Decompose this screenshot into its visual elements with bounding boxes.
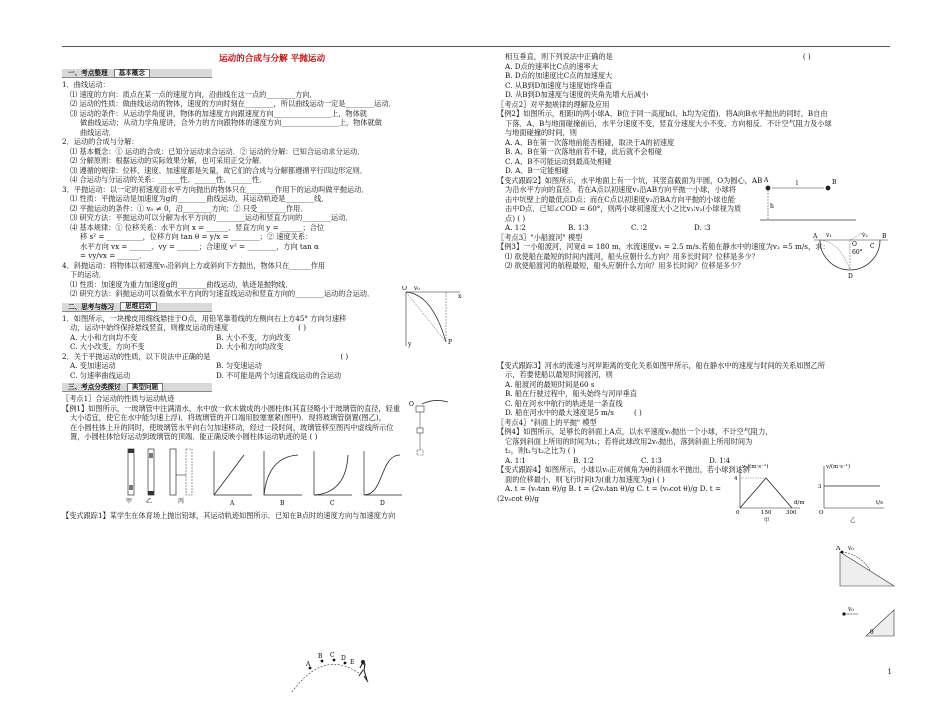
svg-text:θ: θ — [870, 629, 874, 636]
svg-text:C: C — [330, 652, 335, 659]
text-line: ⑴ 性质：平抛运动是加速度为g的________曲线运动，其运动轨迹是________线． — [70, 194, 329, 204]
svg-text:v₁/(m·s⁻¹): v₁/(m·s⁻¹) — [742, 464, 769, 470]
text-line: 做曲线运动；从动力学角度讲，合外力的方向跟物体的速度方向________________上，物体就做 — [80, 118, 382, 128]
option-a[interactable]: A. 船渡河的最短时间是60 s — [505, 379, 595, 389]
text-line: 4．斜抛运动：将物体以初速度v₀沿斜向上方或斜向下方抛出，物体只在______作用 — [62, 260, 326, 270]
question-1-stem: 1．如图所示，一块橡皮用细线悬挂于O点，用铅笔靠着线的左侧向右上方45° 方向匀速移 — [62, 313, 347, 323]
example-4: 它落到斜面上所用的时间为t₁；若将此球改用2v₀抛出，落到斜面上所用时间为 — [505, 436, 753, 446]
text-line: 1．曲线运动： — [62, 80, 110, 90]
svg-text:d/m: d/m — [794, 500, 805, 506]
tube-bing — [170, 449, 192, 505]
option-c[interactable]: C. 船在河水中航行的轨迹是一条直线 — [505, 398, 623, 408]
text-line: ⑴ 速度的方向：质点在某一点的速度方向，沿曲线在这一点的________方向． — [70, 89, 317, 99]
semicircle-pit-figure — [812, 232, 892, 298]
variant-4: 面的位移最小，则飞行时间t为(重力加速度为g) ( ) — [505, 474, 665, 484]
text-line: = vy/vx = ______． — [80, 251, 147, 261]
svg-text:C: C — [330, 499, 335, 507]
example-3: ⑵ 欲使船渡河的航程最短，船头应朝什么方向？用多长时间？位移是多少？ — [505, 261, 745, 270]
option-c[interactable]: C. ∶2 — [631, 223, 648, 232]
option-graph-a — [214, 451, 252, 507]
topic-4: 〖考点4〗"斜面上的平抛" 模型 — [497, 417, 597, 427]
option-a[interactable]: A. 大小和方向均不变 — [70, 332, 138, 342]
svg-text:B: B — [832, 179, 837, 186]
option-d[interactable]: D. 从B到D加速度与速度的夹角先增大后减小 — [505, 90, 649, 99]
question-1-options — [62, 333, 362, 343]
svg-text:A: A — [230, 499, 235, 507]
example-1: 置，小圆柱体恰好运动到玻璃管的顶端．能正确反映小圆柱体运动轨迹的是 ( ) — [70, 432, 318, 442]
svg-text:D: D — [848, 273, 853, 280]
header-rule — [62, 46, 890, 47]
text-line: ⑵ 平抛运动的条件：① v₀ ≠ 0，沿________方向；② 只受________作用． — [70, 203, 308, 213]
section-tag: 思维启动 — [120, 302, 156, 311]
option-graph-b — [264, 451, 302, 507]
variant-3: 【变式跟踪3】河水的流速与河岸距离的变化关系如图甲所示，船在静水中的速度与时间的关系如图乙所 — [497, 360, 826, 370]
text-line: 水平方向 vx = ______、vy = ______；合速度 v² = ________，方向 tan α — [80, 241, 319, 251]
two-balls-figure — [760, 172, 860, 228]
variant-1-cont: 相互垂直，则下列说法中正确的是 ( ) — [505, 52, 811, 61]
svg-text:E: E — [350, 659, 355, 666]
left-column — [62, 52, 482, 692]
variant-4: 【变式跟踪4】如图所示，小球以v₀正对倾角为θ的斜面水平抛出，若小球到达斜 — [497, 465, 751, 474]
example-4: t₂，则t₁与t₂之比为 ( ) — [505, 446, 576, 455]
variant-2: 为沿水平方向的直径．若在A点以初速度v₁沿AB方向平抛一小球，小球将 — [505, 185, 737, 194]
question-1-stem: 动，运动中始终保持悬线竖直，则橡皮运动的速度 ( ) — [70, 323, 307, 333]
svg-text:v₂: v₂ — [862, 232, 868, 239]
option-d[interactable]: D. 船在河水中的最大速度是5 m/s ( ) — [505, 408, 642, 417]
option-c[interactable]: C. 从B到D加速度与速度始终垂直 — [505, 80, 613, 90]
option-b[interactable]: B. 1∶3 — [568, 223, 589, 232]
option-c[interactable]: C. A、B不可能运动到最高处相碰 — [505, 156, 612, 166]
option-graph-d — [364, 451, 402, 507]
example-1: 【例1】如图所示，一玻璃管中注满清水，水中放一软木做成的小圆柱体(其直径略小于玻璃管的直径，轻重 — [62, 403, 401, 413]
svg-text:v₀: v₀ — [414, 286, 420, 292]
section-label: 二、思考与练习 — [68, 302, 115, 311]
shotput-trajectory-figure — [282, 648, 380, 700]
option-d[interactable]: D. 大小和方向均改变 — [216, 342, 284, 352]
variant-2: 【变式跟踪2】如图所示，水平地面上有一个坑，其竖直截面为半圆，O为圆心，AB — [497, 175, 763, 185]
page-number: 1 — [887, 667, 892, 676]
section-label: 一、考点整理 — [68, 69, 108, 77]
svg-text:D: D — [380, 499, 385, 507]
svg-text:A: A — [836, 546, 841, 552]
question-2-stem: 2．关于平抛运动的性质，以下说法中正确的是 ( ) — [62, 351, 349, 361]
option-b[interactable]: B. 匀变速运动 — [216, 361, 262, 371]
svg-text:300: 300 — [786, 510, 797, 516]
option-a[interactable]: A. 1∶2 — [505, 223, 526, 232]
tube-trajectory-figure — [122, 445, 422, 507]
svg-text:丙: 丙 — [178, 497, 185, 505]
svg-text:A: A — [813, 233, 818, 240]
text-line: ⑵ 分解原则：根据运动的实际效果分解，也可采用正交分解． — [70, 156, 267, 166]
section-tag: 典型问题 — [127, 383, 163, 392]
text-line: ⑷ 基本规律：① 位移关系：水平方向 x = ______、竖直方向 y = ______；合位 — [70, 222, 325, 232]
option-b[interactable]: B. D点的加速度比C点的加速度大 — [505, 71, 613, 80]
projectile-graph-figure — [402, 286, 464, 350]
section-header-2 — [62, 303, 212, 312]
topic-3: 〖考点3〗"小船渡河" 模型 — [497, 232, 583, 242]
question-2-options — [62, 361, 362, 371]
example-2: 【例2】如图所示，相距l的两小球A、B位于同一高度h(l、h均为定值)．将A向B水平抛出的同时，B自由 — [497, 109, 828, 118]
text-line: ⑶ 研究方法：平抛运动可以分解为水平方向的________运动和竖直方向的________运动． — [70, 213, 353, 223]
variant-4-options-tail[interactable]: (2v₀cot θ)/g — [497, 493, 539, 503]
section-header-3 — [62, 383, 212, 392]
topic-2: 〖考点2〗对平抛规律的理解及应用 — [497, 99, 610, 109]
svg-text:B: B — [318, 653, 323, 660]
option-a[interactable]: A. 1∶1 — [505, 455, 526, 465]
svg-text:v₀: v₀ — [848, 606, 854, 613]
section-tag: 基本概念 — [114, 69, 150, 78]
option-c[interactable]: C. 匀速率曲线运动 — [70, 370, 131, 380]
text-line: 移 s² = __________，位移方向 tan θ = y/x = ________；② 速度关系： — [80, 232, 313, 242]
option-a[interactable]: A. D点的速率比C点的速率大 — [505, 61, 598, 71]
topic-1: 〖考点1〗合运动的性质与运动轨迹 — [62, 394, 175, 404]
variant-4-options[interactable]: A. t = (v₀tan θ)/g B. t = (2v₀tan θ)/g C. t = (v₀cot θ)/g D. t = — [505, 484, 721, 493]
text-line: ⑵ 研究方法：斜抛运动可以看做水平方向的匀速直线运动和竖直方向的________运动的合运动． — [70, 289, 375, 299]
option-graph-c — [314, 451, 352, 507]
option-d[interactable]: D. ∶3 — [694, 223, 711, 232]
svg-text:O: O — [402, 286, 407, 292]
svg-text:乙: 乙 — [146, 497, 153, 505]
option-a[interactable]: A. A、B在第一次落地前能否相碰，取决于A的初速度 — [505, 137, 675, 147]
svg-text:v₁: v₁ — [826, 232, 832, 239]
tube-yi — [146, 449, 154, 505]
svg-text:O: O — [819, 510, 824, 516]
svg-text:t/s: t/s — [876, 500, 883, 506]
svg-text:v/(m·s⁻¹): v/(m·s⁻¹) — [826, 464, 851, 470]
svg-text:甲: 甲 — [764, 518, 770, 524]
option-d[interactable]: D. 1∶4 — [709, 455, 731, 465]
example-4: 【例4】如图所示，足够长的斜面上A点，以水平速度v₀抛出一个小球，不计空气阻力， — [497, 427, 773, 436]
option-b[interactable]: B. 1∶2 — [573, 455, 594, 465]
graph-yi — [818, 463, 884, 524]
svg-text:l: l — [796, 180, 798, 187]
slope-projectile-figure — [836, 546, 898, 590]
svg-text:A: A — [306, 661, 311, 668]
svg-text:0: 0 — [736, 510, 740, 516]
svg-text:O: O — [852, 241, 857, 248]
example-3: 【例3】一小船渡河，河宽d = 180 m，水流速度v₁ = 2.5 m/s.若船在静水中的速度为v₂ =5 m/s，求： — [497, 242, 830, 251]
variant-1: 【变式跟踪1】某学生在体育场上抛出铅球，其运动轨迹如图所示．已知在B点时的速度方向与加速度方向 — [62, 510, 396, 520]
svg-text:150: 150 — [761, 510, 772, 516]
example-1: 在小圆柱体上升的同时，使玻璃管水平向右匀加速移动，经过一段时间，玻璃管移至图丙中虚线所示位 — [70, 422, 394, 432]
svg-text:60°: 60° — [852, 249, 863, 256]
example-3: ⑴ 欲使船在最短的时间内渡河，船头应朝什么方向？用多长时间？位移是多少？ — [505, 251, 759, 261]
svg-text:A: A — [764, 177, 769, 184]
text-line: ⑶ 运动的条件：从运动学角度讲，物体的加速度方向跟速度方向________________上，物体就 — [70, 108, 367, 118]
example-1: 大小适宜，使它在水中能匀速上浮)．将玻璃管的开口端用胶塞塞紧(图甲)．现将玻璃管倒置(图乙)， — [70, 413, 386, 423]
text-line: 下的运动． — [70, 270, 106, 280]
option-b[interactable]: B. 船在行驶过程中，船头始终与河岸垂直 — [505, 389, 638, 398]
svg-text:3: 3 — [818, 484, 822, 490]
text-line: ⑴ 基本概念：① 运动的合成：已知分运动求合运动．② 运动的分解：已知合运动求分运动． — [70, 146, 365, 156]
variant-2: 击中坑壁上的最低点D点；而在C点以初速度v₂沿BA方向平抛的小球也能 — [505, 194, 735, 204]
question-2-options — [62, 371, 362, 381]
inclined-plane-figure — [838, 606, 898, 642]
question-1-options — [62, 342, 362, 352]
text-line: ⑴ 性质：加速度为重力加速度g的________曲线运动，轨迹是抛物线． — [70, 279, 293, 289]
option-c[interactable]: C. 1∶3 — [641, 455, 662, 465]
svg-text:C: C — [870, 243, 875, 250]
variant-3: 示，若要使船以最短时间渡河，则 — [505, 370, 613, 379]
variant-2: 击中D点．已知∠COD = 60°，则两小球初速度大小之比v₁∶v₂(小球视为质 — [505, 204, 742, 213]
tube-jia — [126, 449, 134, 505]
text-line: 3．平抛运动：以一定的初速度沿水平方向抛出的物体只在________作用下的运动叫做平抛运动． — [62, 184, 369, 194]
right-column — [497, 52, 897, 692]
text-line: ⑷ 合运动与分运动的关系：______性、______性、______性． — [70, 175, 267, 185]
svg-text:O: O — [409, 401, 414, 408]
svg-text:B: B — [280, 499, 285, 507]
svg-text:P: P — [448, 339, 453, 346]
example-2: 与地面碰撞的时间，则 — [505, 128, 577, 137]
text-line: 2．运动的合成与分解： — [62, 137, 139, 147]
svg-text:乙: 乙 — [850, 518, 856, 524]
variant-2: 点) ( ) — [505, 213, 526, 223]
section-label: 三、考点分类探讨 — [68, 383, 121, 391]
option-b[interactable]: B. 大小不变，方向改变 — [216, 332, 291, 342]
text-line: ⑵ 运动的性质：做曲线运动的物体，速度的方向时刻在________，所以曲线运动一定是________运动． — [70, 99, 396, 109]
text-line: ⑶ 遵循的规律：位移、速度、加速度都是矢量，故它们的合成与分解都遵循平行四边形定则． — [70, 165, 367, 175]
option-d[interactable]: D. 不可能是两个匀速直线运动的合运动 — [216, 370, 342, 380]
svg-text:B: B — [882, 233, 887, 240]
text-line: 曲线运动． — [80, 127, 116, 137]
svg-text:x: x — [458, 293, 462, 300]
svg-text:v₀: v₀ — [848, 546, 854, 552]
svg-text:y: y — [408, 341, 412, 348]
option-a[interactable]: A. 变加速运动 — [70, 361, 116, 371]
option-b[interactable]: B. A、B在第一次落地前若不碰，此后就不会相碰 — [505, 147, 662, 156]
svg-text:甲: 甲 — [126, 497, 133, 505]
section-header-1 — [62, 69, 212, 78]
pendulum-eraser-figure — [408, 398, 458, 462]
svg-text:h: h — [770, 203, 774, 210]
example-2: 下落．A、B与地面碰撞前后，水平分速度不变，竖直分速度大小不变、方向相反．不计空气阻力及小球 — [505, 118, 832, 128]
variant-2-options — [497, 223, 757, 233]
graph-jia — [734, 463, 805, 524]
svg-text:D: D — [341, 655, 346, 662]
svg-text:4: 4 — [734, 476, 738, 482]
option-c[interactable]: C. 大小改变，方向不变 — [70, 342, 145, 352]
option-d[interactable]: D. A、B一定能相碰 — [505, 166, 569, 175]
page-title: 运动的合成与分解 平抛运动 — [218, 54, 326, 64]
river-velocity-graphs — [730, 462, 890, 524]
